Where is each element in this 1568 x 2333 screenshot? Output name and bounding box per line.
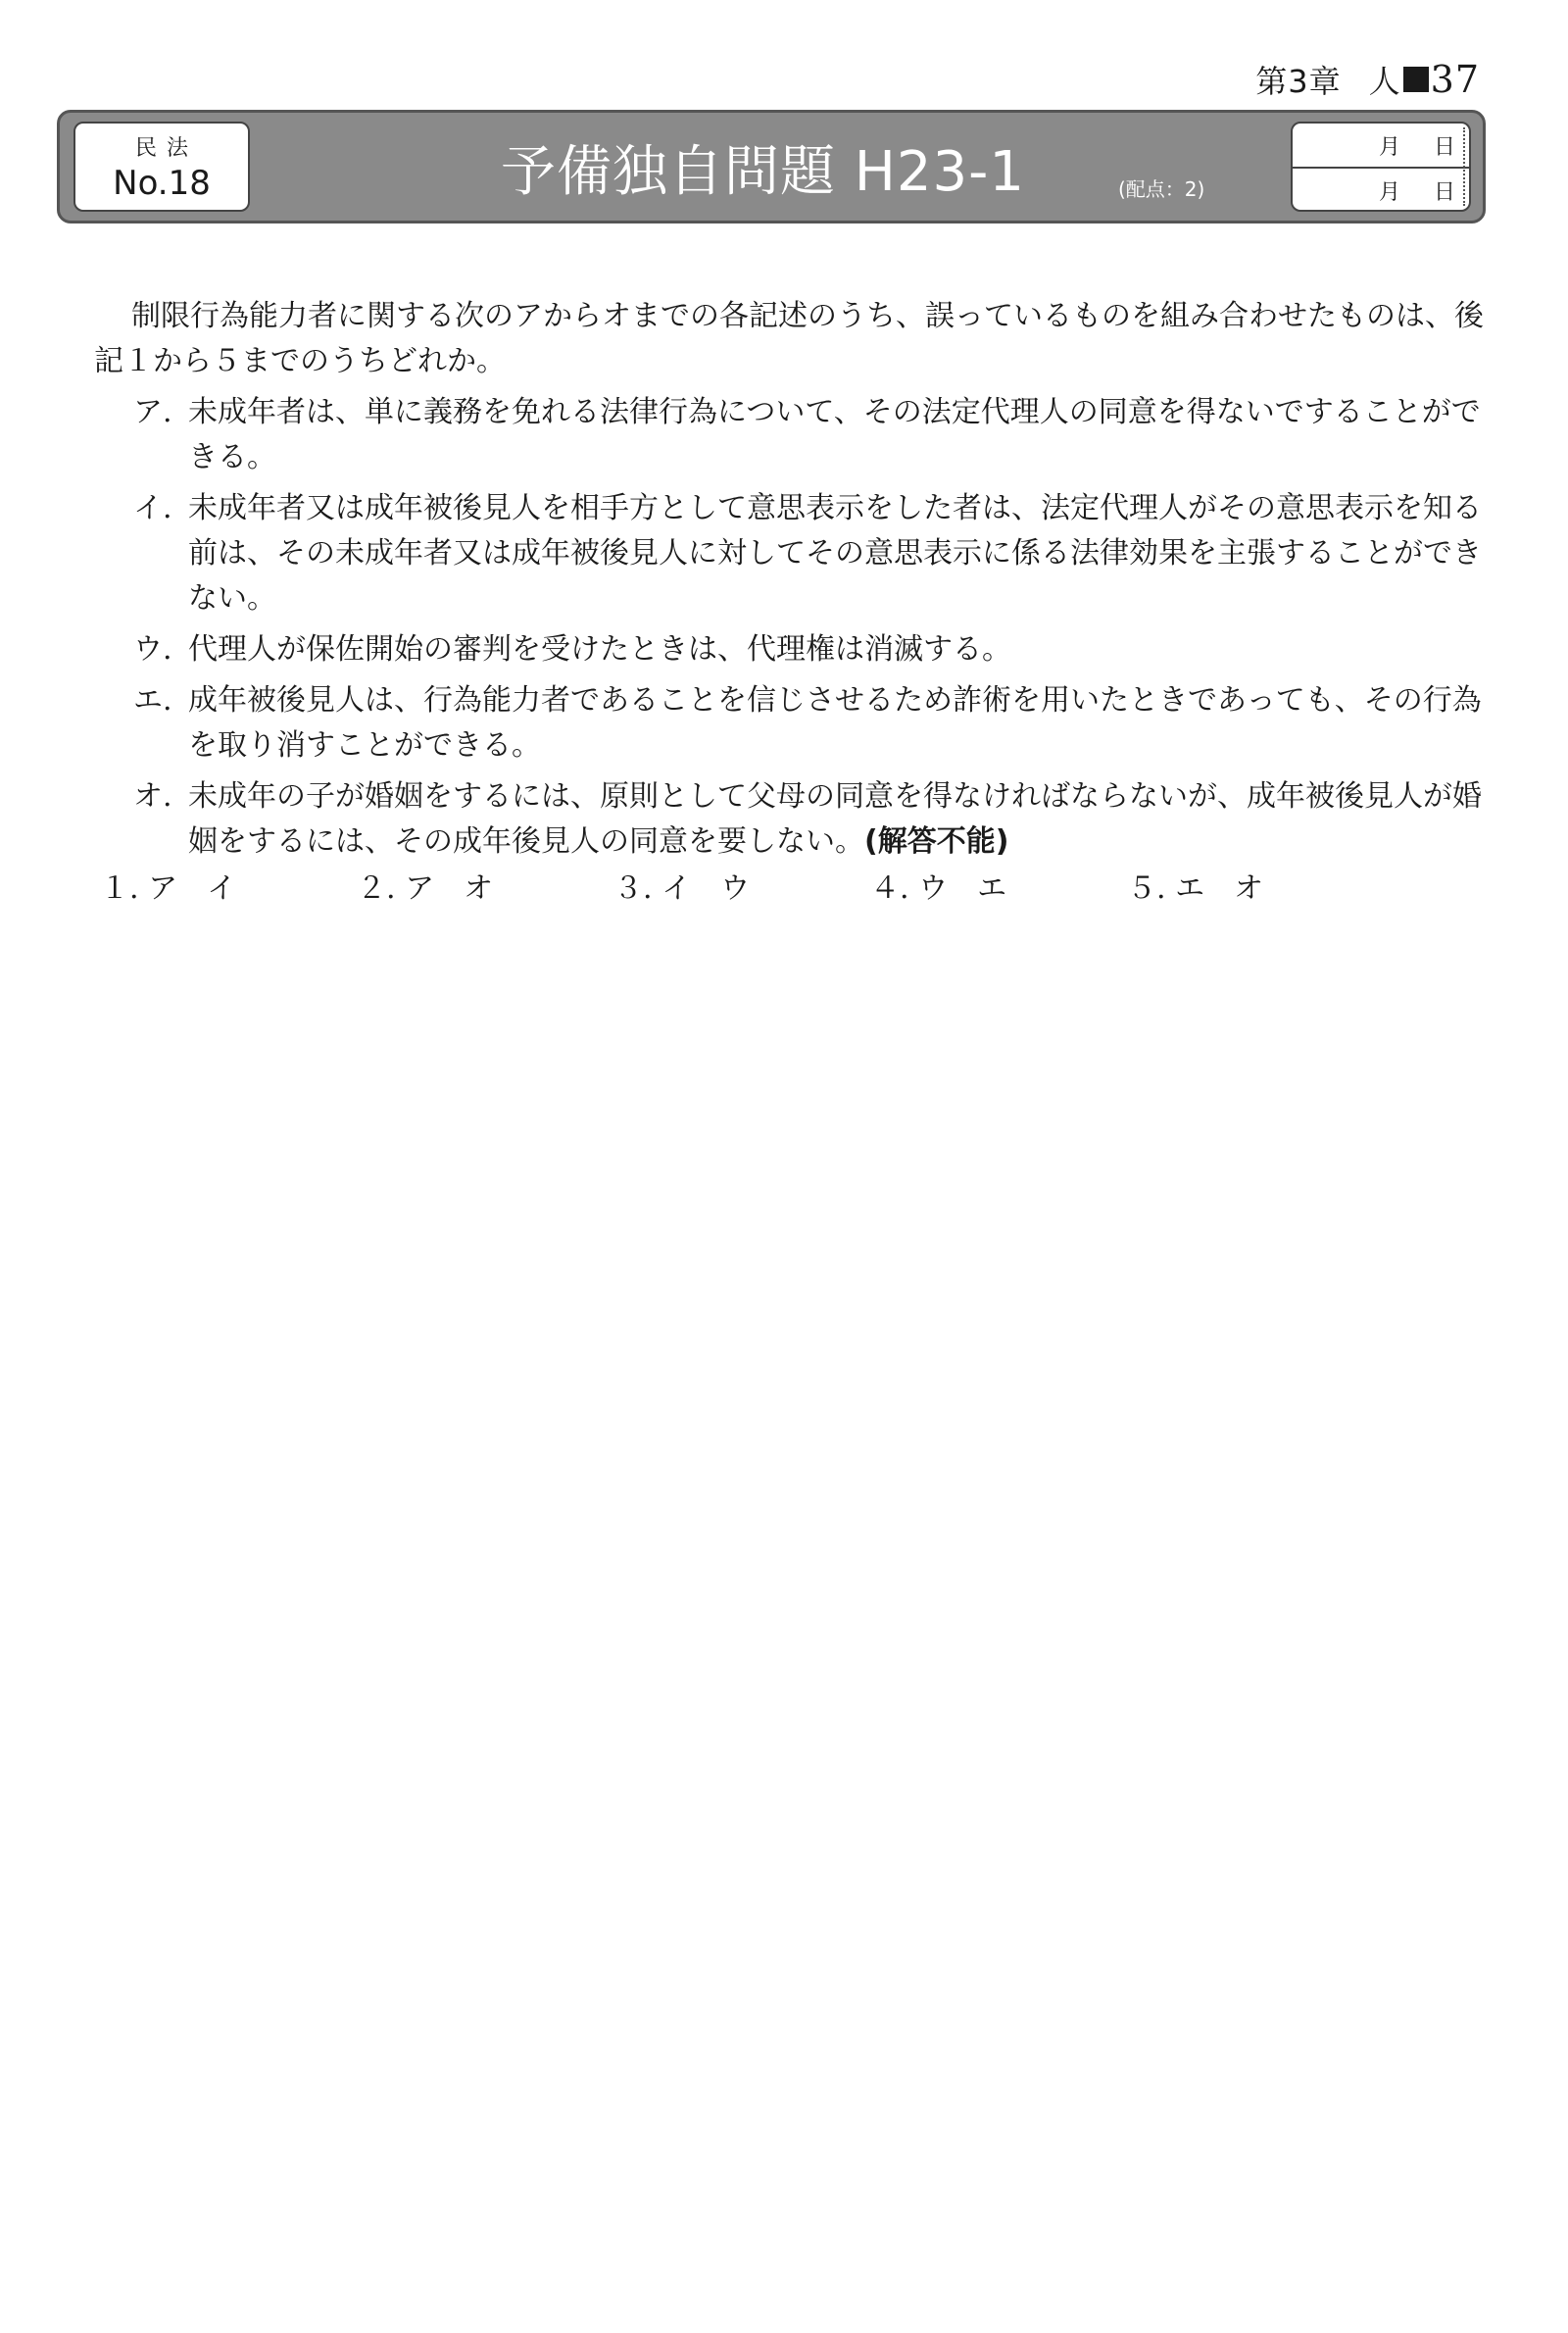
answer-choices: [100, 867, 1495, 912]
answer-choice: ３. イ ウ: [613, 871, 751, 906]
statement-body: 代理人が保佐開始の審判を受けたときは、代理権は消滅する。: [188, 632, 1011, 667]
answer-choice: １. ア イ: [100, 871, 237, 906]
question-intro: 制限行為能力者に関する次のアからオまでの各記述のうち、誤っているものを組み合わせたものは、後記１から５までのうちどれか。: [94, 299, 1484, 378]
statement-item: [133, 627, 1495, 672]
statement-body: 未成年者は、単に義務を免れる法律行為について、その法定代理人の同意を得ないですることができる。: [188, 395, 1481, 474]
check-column-divider: [1463, 127, 1465, 206]
question-body: [94, 294, 1495, 912]
statement-item: [133, 390, 1495, 480]
page-number: 37: [1430, 58, 1480, 101]
problem-title: 予備独自問題 H23-1: [501, 140, 1026, 204]
chapter-label: 第3章: [1255, 63, 1342, 100]
answer-choice: ２. ア オ: [357, 871, 494, 906]
page-header: [1255, 57, 1480, 102]
statement-label: ア.: [133, 395, 172, 429]
problem-title-band: [57, 110, 1486, 223]
date-row: [1293, 124, 1469, 167]
statement-text: [188, 390, 1495, 480]
subject-box: [74, 122, 250, 212]
statement-label: エ.: [133, 683, 172, 718]
answer-choice: ５. エ オ: [1127, 871, 1264, 906]
statement-list: [94, 390, 1495, 865]
statement-body: 未成年者又は成年被後見人を相手方として意思表示をした者は、法定代理人がその意思表示を知る前は、その未成年者又は成年被後見人に対してその意思表示に係る法律効果を主張することができない。: [188, 491, 1482, 616]
statement-item: [133, 486, 1495, 621]
statement-label: イ.: [133, 491, 172, 525]
day-label: 日: [1433, 179, 1455, 205]
statement-text: [188, 774, 1495, 865]
statement-label: ウ.: [133, 632, 172, 667]
statement-item: [133, 774, 1495, 865]
unanswerable-note: (解答不能): [864, 824, 1009, 859]
month-label: 月: [1378, 134, 1400, 160]
black-square-marker: [1403, 67, 1429, 92]
answer-choice: ４. ウ エ: [870, 871, 1007, 906]
problem-number: No.18: [113, 164, 211, 203]
study-date-box: [1291, 122, 1471, 212]
month-label: 月: [1378, 179, 1400, 205]
day-label: 日: [1433, 134, 1455, 160]
statement-text: [188, 678, 1495, 769]
points-label: (配点：2): [1118, 177, 1205, 201]
date-row: [1293, 167, 1469, 212]
statement-text: [188, 486, 1495, 621]
statement-label: オ.: [133, 779, 172, 814]
statement-body: 未成年の子が婚姻をするには、原則として父母の同意を得なければならないが、成年被後見人が婚姻をするには、その成年後見人の同意を要しない。: [188, 779, 1482, 859]
section-label: 人: [1368, 63, 1401, 100]
statement-body: 成年被後見人は、行為能力者であることを信じさせるため詐術を用いたときであっても、その行為を取り消すことができる。: [188, 683, 1482, 763]
statement-text: [188, 627, 1495, 672]
statement-item: [133, 678, 1495, 769]
subject-label: 民法: [134, 136, 198, 161]
